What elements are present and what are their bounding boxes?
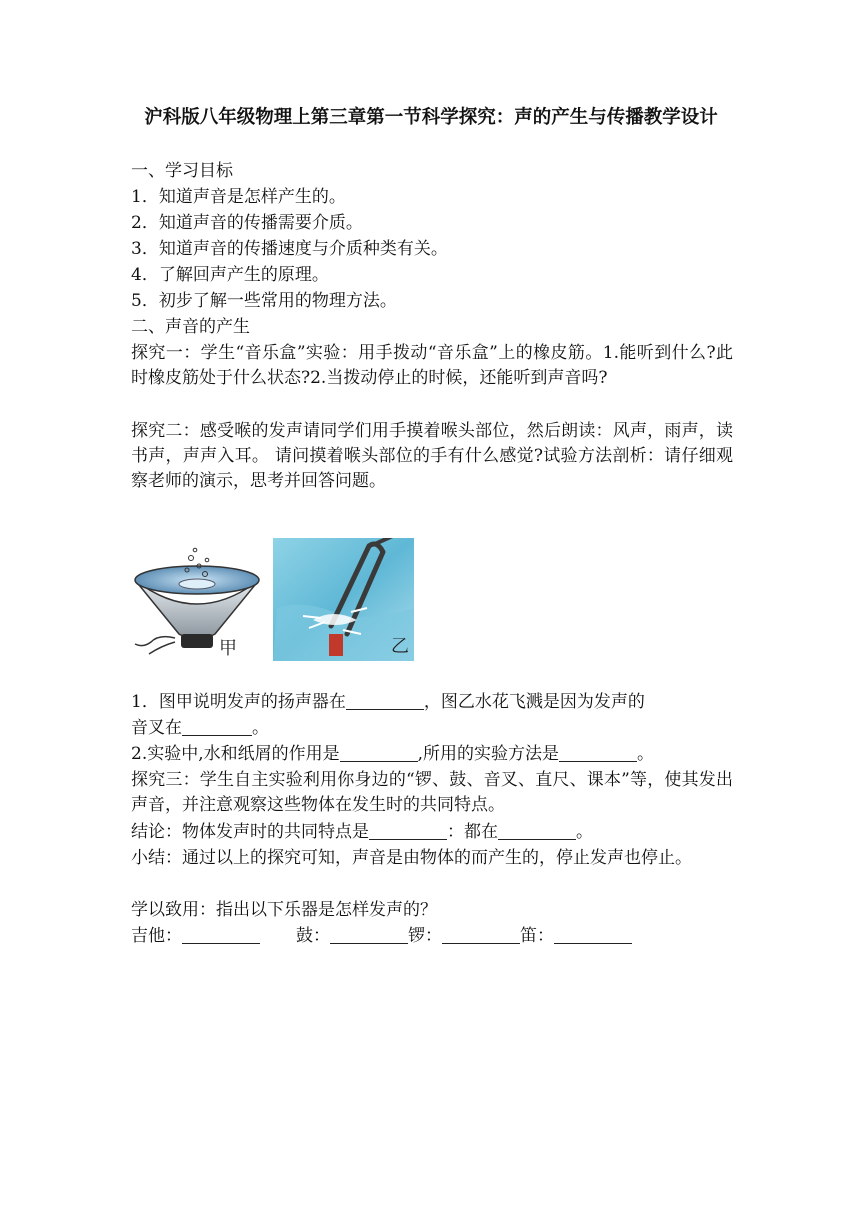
question-2-text-b: ,所用的实验方法是 [417, 744, 560, 764]
answer-blank [369, 821, 447, 840]
question-1-text-b: ，图乙水花飞溅是因为发声的 [423, 692, 645, 712]
answer-blank [559, 743, 637, 762]
instrument-line [131, 924, 733, 948]
question-1-line-2 [131, 716, 733, 740]
explore-three-paragraph: 探究三：学生自主实验利用你身边的“锣、鼓、音叉、直尺、课本”等，使其发出声音，并注意观察这些物体在发生时的共同特点。 [131, 770, 733, 815]
drum-label: 鼓： [296, 926, 330, 946]
goals-heading: 一、学习目标 [131, 161, 233, 181]
conclusion-line [131, 820, 733, 844]
answer-blank [340, 743, 418, 762]
question-1-text-d: 。 [252, 718, 269, 738]
guitar-label: 吉他： [131, 926, 182, 946]
document-title: 沪科版八年级物理上第三章第一节科学探究：声的产生与传播教学设计 [144, 107, 718, 128]
explore-one-paragraph: 探究一：学生“音乐盒”实验：用手拨动“音乐盒”上的橡皮筋。1.能听到什么?此时橡皮筋处于什么状态?2.当拨动停止的时候，还能听到声音吗? [131, 343, 733, 388]
question-1-text-c: 音叉在 [131, 718, 182, 738]
conclusion-text-b: ：都在 [447, 822, 498, 842]
goal-item-4: 4．了解回声产生的原理。 [131, 265, 329, 285]
speaker-figure [129, 538, 265, 662]
answer-blank [182, 925, 260, 944]
summary-paragraph: 小结：通过以上的探究可知，声音是由物体的而产生的，停止发声也停止。 [131, 848, 692, 868]
question-2-line [131, 742, 733, 766]
tuning-fork-figure [273, 538, 414, 661]
answer-blank [498, 821, 576, 840]
question-1-text-a: 1．图甲说明发声的扬声器在 [131, 692, 346, 712]
goal-item-5: 5．初步了解一些常用的物理方法。 [131, 291, 397, 311]
goal-item-3: 3．知道声音的传播速度与介质种类有关。 [131, 239, 448, 259]
answer-blank [442, 925, 520, 944]
apply-question: 学以致用：指出以下乐器是怎样发声的？ [131, 900, 437, 920]
conclusion-text-a: 结论：物体发声时的共同特点是 [131, 822, 369, 842]
question-2-text-c: 。 [637, 744, 655, 764]
answer-blank [182, 717, 252, 736]
figure-label-yi: 乙 [391, 636, 409, 657]
answer-blank [330, 925, 408, 944]
sound-heading: 二、声音的产生 [131, 317, 250, 337]
question-2-text-a: 2.实验中,水和纸屑的作用是 [131, 744, 340, 764]
answer-blank [554, 925, 632, 944]
goal-item-2: 2．知道声音的传播需要介质。 [131, 213, 363, 233]
conclusion-text-c: 。 [576, 822, 593, 842]
gong-label: 锣： [408, 926, 442, 946]
explore-two-paragraph: 探究二：感受喉的发声请同学们用手摸着喉头部位，然后朗读：风声，雨声，读书声，声声入耳。 请问摸着喉头部位的手有什么感觉?试验方法剖析：请仔细观察老师的演示，思考并回答问题。 [131, 421, 733, 491]
question-1-line-1 [131, 690, 733, 714]
flute-label: 笛： [520, 926, 554, 946]
goal-item-1: 1．知道声音是怎样产生的。 [131, 187, 346, 207]
answer-blank [346, 691, 424, 710]
figure-label-jia: 甲 [219, 638, 237, 659]
